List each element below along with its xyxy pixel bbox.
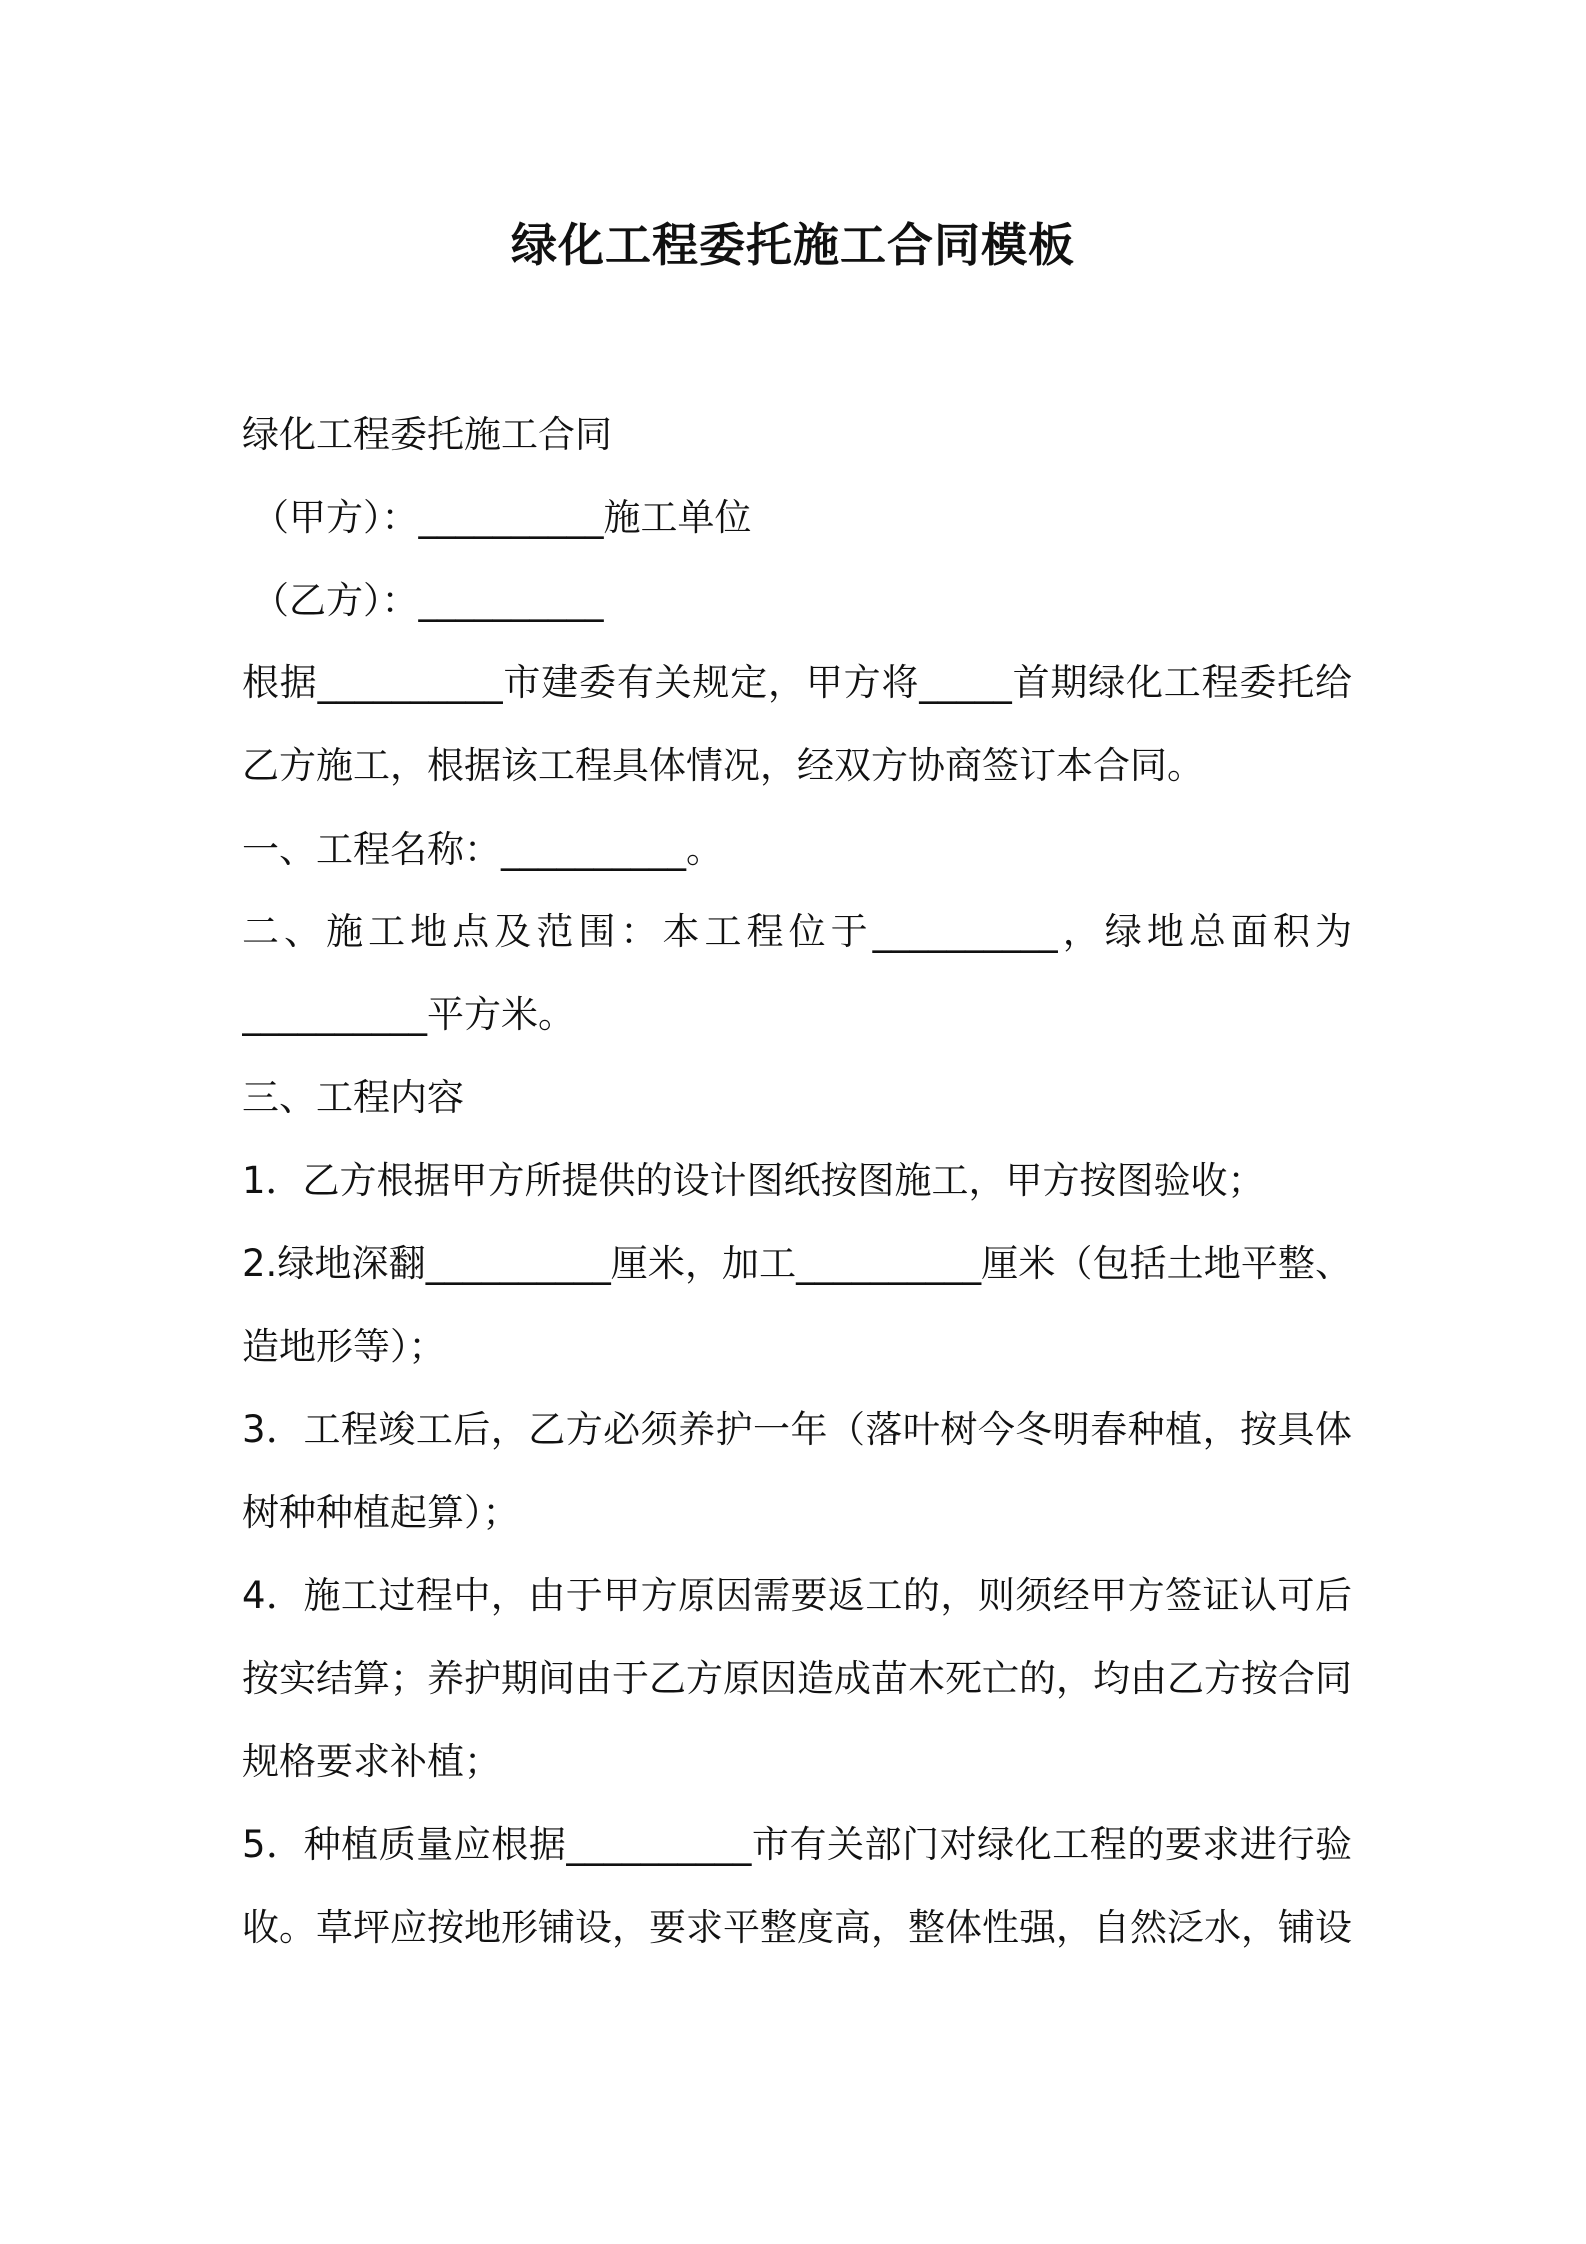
item-4-line-3: 规格要求补植； — [242, 1740, 501, 1783]
item-4-line-2: 按实结算；养护期间由于乙方原因造成苗木死亡的，均由乙方按合同 — [242, 1657, 1352, 1700]
clause-3-heading: 三、工程内容 — [242, 1076, 464, 1119]
item-3-line-2: 树种种植起算）； — [242, 1491, 520, 1534]
preamble-line-1: 根据__________市建委有关规定，甲方将_____首期绿化工程委托给 — [242, 661, 1352, 704]
item-3-line-1: 3．工程竣工后，乙方必须养护一年（落叶树今冬明春种植，按具体 — [242, 1408, 1352, 1451]
document-title: 绿化工程委托施工合同模板 — [511, 218, 1075, 272]
item-1: 1．乙方根据甲方所提供的设计图纸按图施工，甲方按图验收； — [242, 1159, 1265, 1202]
party-b-line: （乙方）：__________ — [252, 579, 604, 622]
clause-2-location-line-1: 二、施工地点及范围：本工程位于__________，绿地总面积为 — [242, 910, 1352, 953]
item-2-line-1: 2.绿地深翻__________厘米，加工__________厘米（包括土地平整、 — [242, 1242, 1352, 1285]
clause-2-location-line-2: __________平方米。 — [242, 993, 575, 1036]
contract-subtitle: 绿化工程委托施工合同 — [242, 413, 612, 456]
item-4-line-1: 4．施工过程中，由于甲方原因需要返工的，则须经甲方签证认可后 — [242, 1574, 1352, 1617]
item-5-line-1: 5．种植质量应根据__________市有关部门对绿化工程的要求进行验 — [242, 1823, 1352, 1866]
party-a-line: （甲方）：__________施工单位 — [252, 496, 752, 539]
clause-1-project-name: 一、工程名称：__________。 — [242, 828, 723, 871]
item-5-line-2: 收。草坪应按地形铺设，要求平整度高，整体性强，自然泛水，铺设 — [242, 1906, 1352, 1949]
item-2-line-2: 造地形等）； — [242, 1325, 446, 1368]
preamble-line-2: 乙方施工，根据该工程具体情况，经双方协商签订本合同。 — [242, 744, 1204, 787]
